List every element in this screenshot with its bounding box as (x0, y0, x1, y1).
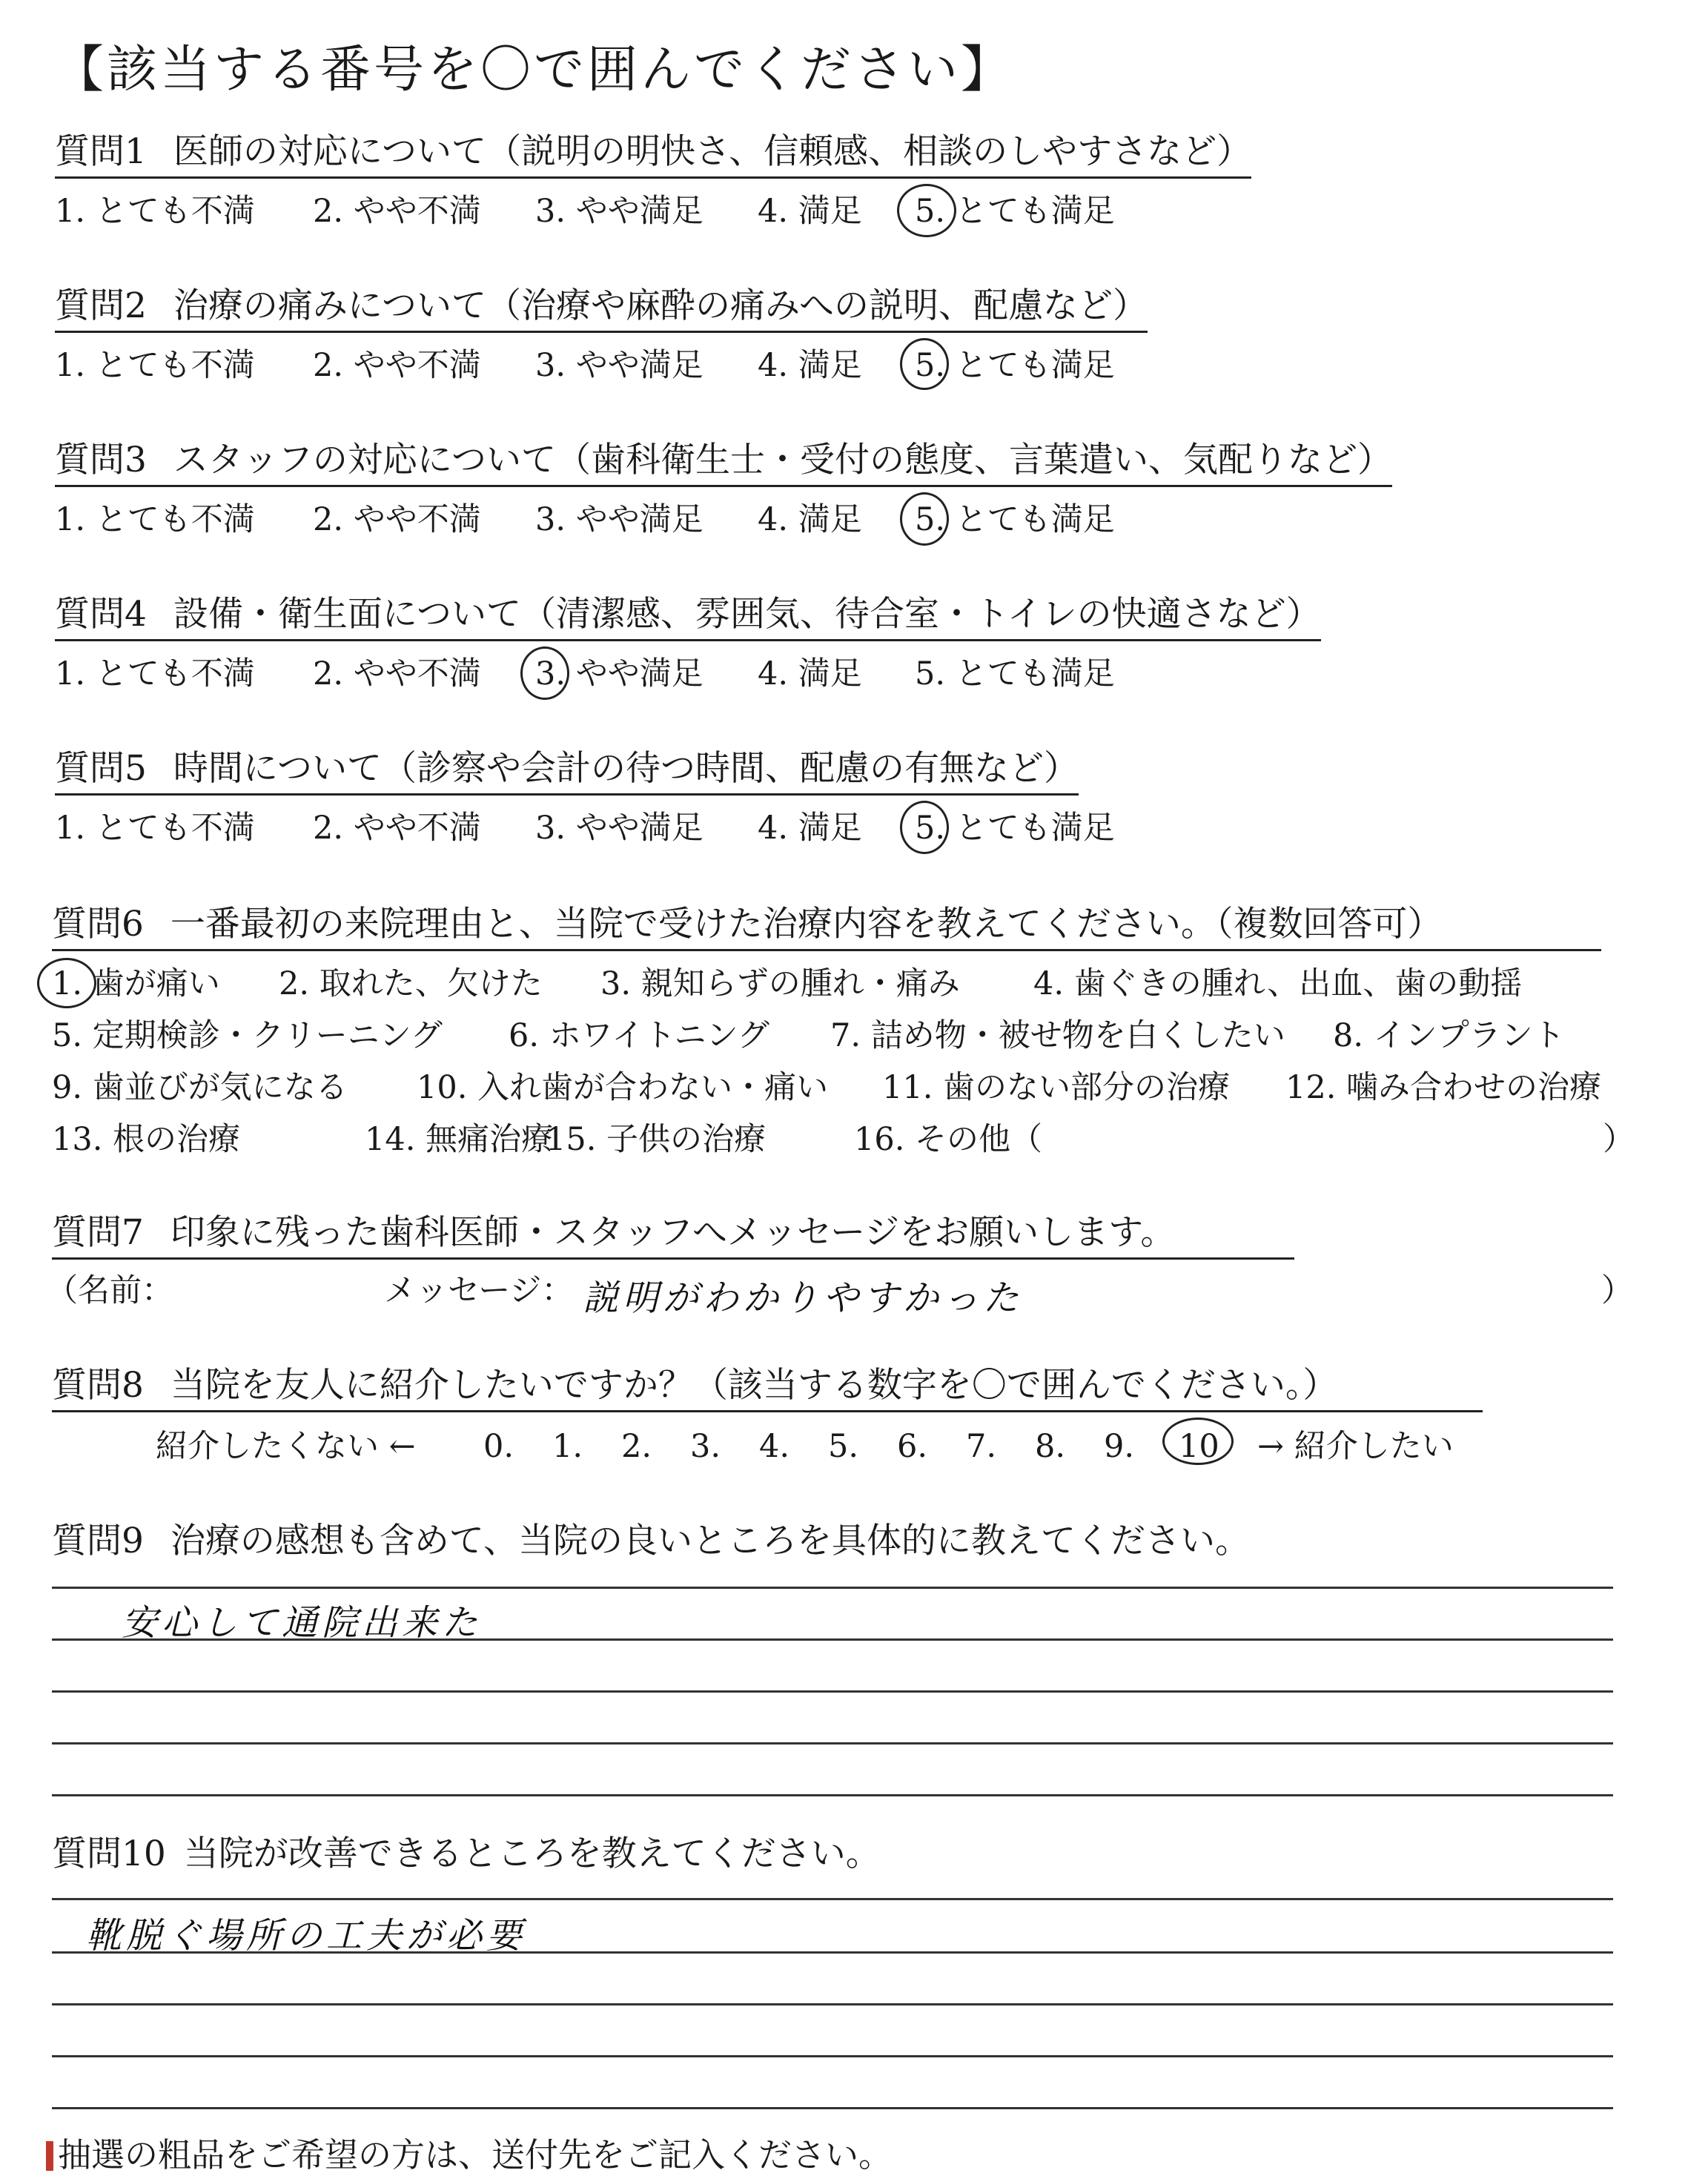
option-2[interactable]: 2. やや不満 (313, 193, 481, 230)
option-1[interactable]: 1. とても不満 (55, 193, 255, 230)
name-label: （名前： (46, 1272, 173, 1309)
question-text: 治療の感想も含めて、当院の良いところを具体的に教えてください。 (170, 1521, 1250, 1561)
writing-line (52, 1951, 1613, 1954)
writing-line (52, 1898, 1613, 1900)
question-6-title (52, 905, 1601, 951)
option-3[interactable]: 3. やや満足 (535, 501, 704, 538)
scale-5[interactable]: 5. (828, 1428, 859, 1465)
writing-line (52, 1638, 1613, 1641)
option-2[interactable]: 2. やや不満 (313, 655, 481, 692)
scale-9[interactable]: 9. (1104, 1428, 1135, 1465)
question-label: 質問6 (52, 904, 144, 945)
scale-1[interactable]: 1. (552, 1428, 583, 1465)
question-7-title (52, 1213, 1294, 1260)
category-option[interactable]: 6. ホワイトニング (509, 1017, 769, 1054)
question-5-title (55, 749, 1079, 796)
category-option[interactable]: 4. 歯ぐきの腫れ、出血、歯の動揺 (1033, 965, 1523, 1002)
category-option[interactable]: 2. 取れた、欠けた (279, 965, 543, 1002)
option-1[interactable]: 1. とても不満 (55, 810, 255, 847)
question-text: 印象に残った歯科医師・スタッフへメッセージをお願いします。 (170, 1212, 1176, 1253)
writing-line (52, 1794, 1613, 1796)
red-mark-icon (46, 2141, 53, 2171)
question-4-title (55, 595, 1321, 641)
question-text: 設備・衛生面について（清潔感、雰囲気、待合室・トイレの快適さなど） (173, 594, 1321, 635)
question-label: 質問4 (55, 594, 147, 635)
question-label: 質問7 (52, 1212, 144, 1253)
question-text: 医師の対応について（説明の明快さ、信頼感、相談のしやすさなど） (173, 131, 1252, 172)
scale-10[interactable]: 10 (1179, 1428, 1219, 1465)
question-3-title (55, 440, 1392, 487)
question-label: 質問3 (55, 440, 147, 480)
option-4[interactable]: 4. 満足 (758, 347, 862, 384)
category-option[interactable]: 1. 歯が痛い (52, 965, 220, 1002)
close-paren: ） (1601, 1272, 1633, 1309)
category-option[interactable]: 14. 無痛治療 (365, 1121, 554, 1158)
writing-line (52, 2055, 1613, 2057)
question-2-title (55, 286, 1148, 333)
option-3[interactable]: 3. やや満足 (535, 193, 704, 230)
option-4[interactable]: 4. 満足 (758, 655, 862, 692)
option-2[interactable]: 2. やや不満 (313, 347, 481, 384)
answer-circle (897, 184, 956, 237)
option-1[interactable]: 1. とても不満 (55, 655, 255, 692)
page-title: 【該当する番号を〇で囲んでください】 (53, 41, 1015, 99)
question-text: 当院が改善できるところを教えてください。 (183, 1833, 881, 1874)
question-label: 質問5 (55, 748, 147, 789)
writing-line (52, 2107, 1613, 2109)
question-1-title (55, 132, 1251, 179)
question-text: 時間について（診察や会計の待つ時間、配慮の有無など） (173, 748, 1079, 789)
scale-7[interactable]: 7. (966, 1428, 997, 1465)
option-5[interactable]: 5. とても満足 (915, 810, 1115, 847)
option-1[interactable]: 1. とても不満 (55, 347, 255, 384)
option-2[interactable]: 2. やや不満 (313, 501, 481, 538)
option-1[interactable]: 1. とても不満 (55, 501, 255, 538)
option-4[interactable]: 4. 満足 (758, 810, 862, 847)
scale-2[interactable]: 2. (621, 1428, 652, 1465)
option-2[interactable]: 2. やや不満 (313, 810, 481, 847)
option-5[interactable]: 5. とても満足 (915, 655, 1115, 692)
handwritten-message[interactable]: 説明がわかりやすかった (583, 1277, 1024, 1319)
handwritten-answer[interactable]: 安心して通院出来た (122, 1602, 483, 1644)
writing-line (52, 2003, 1613, 2005)
answer-circle (900, 338, 949, 390)
scale-8[interactable]: 8. (1035, 1428, 1066, 1465)
question-text: 当院を友人に紹介したいですか？（該当する数字を〇で囲んでください。） (170, 1365, 1338, 1406)
writing-line (52, 1587, 1613, 1589)
answer-circle (900, 492, 949, 546)
question-label: 質問9 (52, 1521, 144, 1561)
option-3[interactable]: 3. やや満足 (535, 655, 704, 692)
answer-circle (900, 801, 949, 854)
option-5[interactable]: 5. とても満足 (915, 193, 1115, 230)
question-label: 質問1 (55, 131, 147, 172)
writing-line (52, 1742, 1613, 1745)
category-option[interactable]: 11. 歯のない部分の治療 (882, 1069, 1231, 1106)
question-text: スタッフの対応について（歯科衛生士・受付の態度、言葉遣い、気配りなど） (173, 440, 1392, 480)
question-text: 治療の痛みについて（治療や麻酔の痛みへの説明、配慮など） (173, 285, 1148, 326)
scale-3[interactable]: 3. (690, 1428, 721, 1465)
category-option[interactable]: 5. 定期検診・クリーニング (52, 1017, 443, 1054)
option-4[interactable]: 4. 満足 (758, 501, 862, 538)
option-4[interactable]: 4. 満足 (758, 193, 862, 230)
category-option[interactable]: 8. インプラント (1333, 1017, 1565, 1054)
category-option[interactable]: 9. 歯並びが気になる (52, 1069, 348, 1106)
answer-circle (37, 958, 96, 1008)
category-option[interactable]: 12. 噛み合わせの治療 (1285, 1069, 1602, 1106)
category-option[interactable]: 13. 根の治療 (52, 1121, 241, 1158)
option-5[interactable]: 5. とても満足 (915, 347, 1115, 384)
question-9-title (52, 1521, 1250, 1566)
question-label: 質問8 (52, 1365, 144, 1406)
message-label: メッセージ： (384, 1272, 574, 1309)
scale-left-label: 紹介したくない ← (156, 1428, 416, 1465)
category-option[interactable]: 3. 親知らずの腫れ・痛み (600, 965, 960, 1002)
question-label: 質問10 (52, 1833, 166, 1874)
handwritten-answer[interactable]: 靴脱ぐ場所の工夫が必要 (86, 1915, 527, 1957)
category-option[interactable]: 15. 子供の治療 (546, 1121, 767, 1158)
answer-circle (520, 646, 569, 700)
close-paren: ） (1603, 1121, 1635, 1158)
scale-4[interactable]: 4. (759, 1428, 790, 1465)
scale-0[interactable]: 0. (483, 1428, 514, 1465)
option-5[interactable]: 5. とても満足 (915, 501, 1115, 538)
category-option[interactable]: 7. 詰め物・被せ物を白くしたい (830, 1017, 1285, 1054)
question-10-title (52, 1834, 881, 1879)
category-option[interactable]: 10. 入れ歯が合わない・痛い (417, 1069, 829, 1106)
footer-note (46, 2128, 892, 2176)
scale-right-label: → 紹介したい (1257, 1428, 1454, 1465)
option-3[interactable]: 3. やや満足 (535, 347, 704, 384)
footer-text: 抽選の粗品をご希望の方は、送付先をご記入ください。 (58, 2135, 893, 2175)
question-8-title (52, 1366, 1483, 1412)
writing-line (52, 1690, 1613, 1693)
question-label: 質問2 (55, 285, 147, 326)
answer-circle (1162, 1418, 1234, 1465)
question-text: 一番最初の来院理由と、当院で受けた治療内容を教えてください。（複数回答可） (170, 904, 1443, 945)
scale-6[interactable]: 6. (897, 1428, 928, 1465)
option-3[interactable]: 3. やや満足 (535, 810, 704, 847)
category-option-other[interactable]: 16. その他（ (854, 1121, 1043, 1158)
